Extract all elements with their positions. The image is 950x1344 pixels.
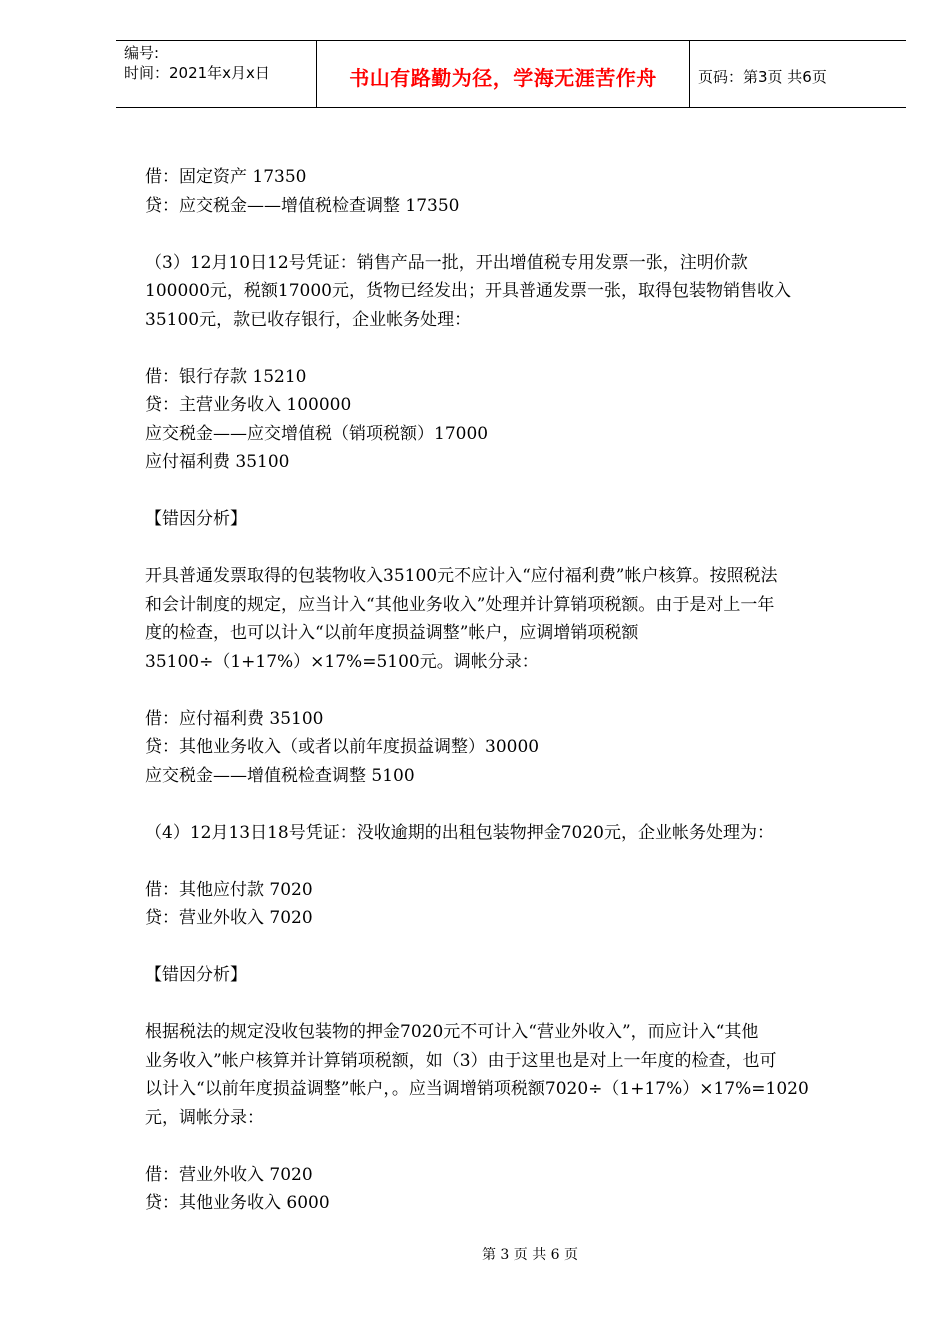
header-page-info: 页码：第3页 共6页 xyxy=(698,67,827,86)
blank-line xyxy=(145,334,875,363)
document-header xyxy=(116,40,906,108)
body-line: 业务收入”帐户核算并计算销项税额，如（3）由于这里也是对上一年度的检查，也可 xyxy=(145,1050,777,1071)
body-line: 根据税法的规定没收包装物的押金7020元不可计入“营业外收入”，而应计入“其他 xyxy=(145,1022,759,1042)
body-line: 贷：其他业务收入 6000 xyxy=(145,1193,330,1213)
blank-line xyxy=(145,790,875,819)
body-line: 应付福利费 35100 xyxy=(145,452,290,472)
document-body xyxy=(145,163,875,1218)
body-line: 贷：其他业务收入（或者以前年度损益调整）30000 xyxy=(145,737,540,757)
document-time-label: 时间：2021年x月x日 xyxy=(124,64,270,82)
body-line: 开具普通发票取得的包装物收入35100元不应计入“应付福利费”帐户核算。按照税法 xyxy=(145,566,778,586)
body-line: 贷：应交税金——增值税检查调整 17350 xyxy=(145,195,460,216)
header-motto: 书山有路勤为径，学海无涯苦作舟 xyxy=(349,65,657,90)
body-line: 贷：营业外收入 7020 xyxy=(145,908,313,928)
header-motto-cell xyxy=(316,41,690,107)
body-line: 元，调帐分录： xyxy=(145,1107,264,1128)
body-line: （3）12月10日12号凭证：销售产品一批，开出增值税专用发票一张，注明价款 xyxy=(145,252,748,273)
body-line: 以计入“以前年度损益调整”帐户，。应当调增销项税额7020÷（1+17%）×17%=1020 xyxy=(145,1079,809,1099)
blank-line xyxy=(145,990,875,1019)
blank-line xyxy=(145,676,875,705)
body-line: 应交税金——增值税检查调整 5100 xyxy=(145,765,415,786)
blank-line xyxy=(145,1132,875,1161)
body-line: 借：固定资产 17350 xyxy=(145,167,307,187)
blank-line xyxy=(145,847,875,876)
body-line: （4）12月13日18号凭证：没收逾期的出租包装物押金7020元，企业帐务处理为： xyxy=(145,822,774,843)
header-meta xyxy=(116,41,316,107)
body-line: 35100÷（1+17%）×17%=5100元。调帐分录： xyxy=(145,651,539,672)
body-line: 应交税金——应交增值税（销项税额）17000 xyxy=(145,423,489,444)
page-footer: 第 3 页 共 6 页 xyxy=(481,1247,579,1263)
document-number-label: 编号: xyxy=(124,44,160,62)
body-line: 借：营业外收入 7020 xyxy=(145,1164,313,1185)
body-line: 【错因分析】 xyxy=(145,965,247,985)
blank-line xyxy=(145,933,875,962)
body-line: 和会计制度的规定，应当计入“其他业务收入”处理并计算销项税额。由于是对上一年 xyxy=(145,594,775,615)
body-line: 100000元，税额17000元，货物已经发出；开具普通发票一张，取得包装物销售收入 xyxy=(145,281,791,301)
body-line: 借：其他应付款 7020 xyxy=(145,879,313,900)
body-line: 借：银行存款 15210 xyxy=(145,366,307,387)
blank-line xyxy=(145,534,875,563)
body-line: 贷：主营业务收入 100000 xyxy=(145,395,352,415)
blank-line xyxy=(145,220,875,249)
body-line: 借：应付福利费 35100 xyxy=(145,708,324,729)
body-line: 35100元，款已收存银行，企业帐务处理： xyxy=(145,309,472,330)
blank-line xyxy=(145,477,875,506)
body-line: 度的检查，也可以计入“以前年度损益调整”帐户，应调增销项税额 xyxy=(145,623,639,643)
body-line: 【错因分析】 xyxy=(145,509,247,529)
